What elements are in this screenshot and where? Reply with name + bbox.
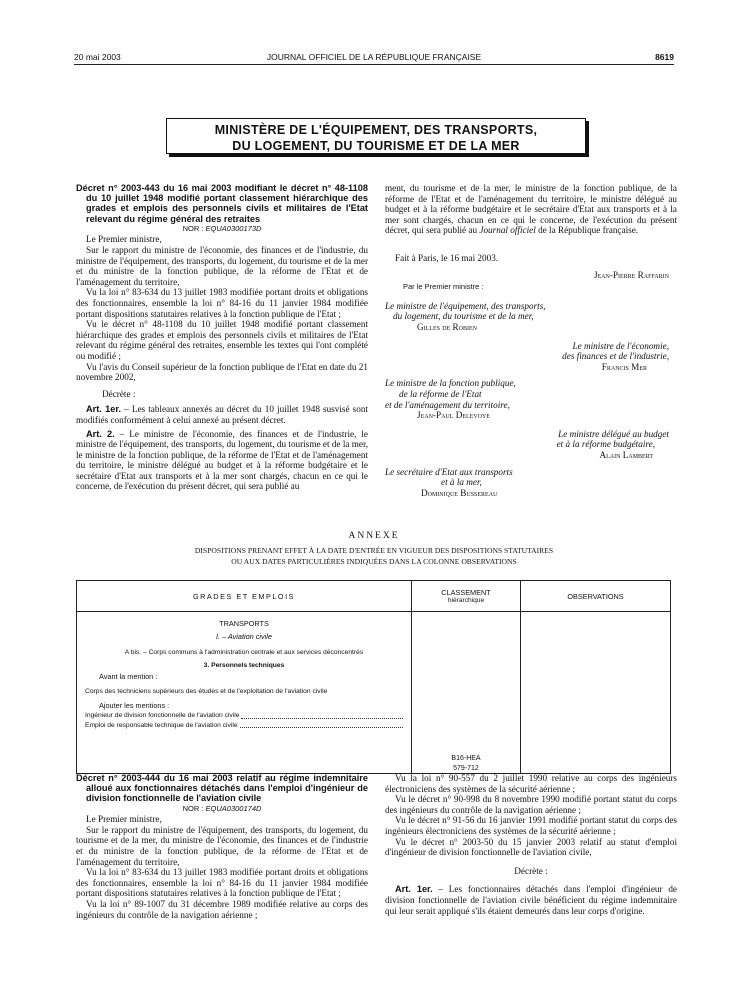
observations-cell xyxy=(521,612,671,774)
decree1-jo-ref: Journal officiel xyxy=(479,225,536,236)
decree2-title xyxy=(76,773,368,804)
annexe-subtitle-line2: OU AUX DATES PARTICULIÈRES INDIQUÉES DANS LA COLONNE OBSERVATIONS xyxy=(231,557,517,566)
decree1-decrete: Décrète : xyxy=(102,388,136,399)
table-header-row xyxy=(77,581,671,612)
leader-dots xyxy=(241,711,403,719)
signature-block-5 xyxy=(385,467,677,499)
decree2-para3: Vu la loi n° 83-634 du 13 juillet 1983 modifiée portant droits et obligations des fonctionnaires, ensemble la loi n° 84-16 du 11 janvier 1984 modifiée portant dispositions statutaires relatives à la fonction publique de l'Etat ; xyxy=(76,867,368,899)
row2-value: 579-712 xyxy=(453,764,479,772)
decree1-art2-label: Art. 2. xyxy=(86,428,115,439)
decree1-title-line1: Décret n° 2003-443 du 16 mai 2003 modifiant le décret xyxy=(76,183,319,193)
par-premier-ministre: Par le Premier ministre : xyxy=(403,282,484,292)
table-row xyxy=(85,711,403,721)
page-number: 8619 xyxy=(655,52,674,62)
signature-block-1 xyxy=(385,301,677,333)
annexe-title: ANNEXE xyxy=(348,531,400,541)
min1-name: Gilles de Robien xyxy=(417,321,478,332)
min5-name: Dominique Bussereau xyxy=(421,487,498,498)
decree1-nor xyxy=(76,224,368,235)
row2-label: Emploi de responsable technique de l'aviation civile xyxy=(85,721,238,729)
ajouter-mentions: Ajouter les mentions : xyxy=(99,700,170,710)
decree2-decrete: Décrète : xyxy=(514,865,548,876)
issue-date: 20 mai 2003 xyxy=(74,52,121,62)
decree1-art2-text: – Le ministre de l'économie, des finances et de l'industrie, le ministre de l'équipement, des transports, du logement, du tourisme et de la mer, le ministre de la fonction publique, de la réforme de l'Etat et de l'aménagement du territoire, le ministre délégué au budget et à la réforme budgétaire et le secrétaire d'Etat aux transports et à la mer sont chargés, chacun en ce qui le concerne, de l'exécution du présent décret, qui sera publié au xyxy=(76,428,368,492)
signature-block-3 xyxy=(385,378,677,420)
annexe-table xyxy=(76,580,671,774)
min4-name: Alain Lambert xyxy=(599,449,653,460)
min4-line1: Le ministre délégué au budget xyxy=(558,428,669,439)
grades-cell xyxy=(77,612,412,774)
section-personnels-techniques: 3. Personnels techniques xyxy=(203,661,285,669)
table-row xyxy=(85,721,403,731)
min2-name: Francis Mer xyxy=(601,361,647,372)
col-header-classement xyxy=(412,581,521,612)
decree2-para7: Vu le décret n° 91-56 du 16 janvier 1991 modifié portant statut du corps des ingénieurs électroniciens des systèmes de la sécurité aérienne ; xyxy=(385,815,677,836)
col-header-classement-line1: CLASSEMENT xyxy=(441,588,491,597)
avant-mention: Avant la mention : xyxy=(99,672,158,682)
decree2-para2: Sur le rapport du ministre de l'équipement, des transports, du logement, du tourisme et de la mer, du ministre de l'économie, des finances et de l'industrie et du ministre de la fonction publique, de la réforme de l'Etat et de l'aménagement du territoire, xyxy=(76,824,368,867)
decree2-para6: Vu le décret n° 90-998 du 8 novembre 1990 modifié portant statut du corps des ingénieurs du contrôle de la navigation aérienne ; xyxy=(385,794,677,815)
decree1-nor-label: NOR : xyxy=(182,223,204,233)
decree1-nor-code: EQUA0300173D xyxy=(205,223,262,233)
decree1-para5: Vu l'avis du Conseil supérieur de la fonction publique de l'Etat en date du 21 novembre 2002, xyxy=(76,361,368,383)
decree1-right-column xyxy=(385,183,677,498)
ministry-heading-line1: MINISTÈRE DE L'ÉQUIPEMENT, DES TRANSPORTS, xyxy=(214,123,538,137)
journal-title: JOURNAL OFFICIEL DE LA RÉPUBLIQUE FRANÇAISE xyxy=(266,52,482,62)
decree2-para5: Vu la loi n° 90-557 du 2 juillet 1990 relative au corps des ingénieurs électroniciens des systèmes de la sécurité aérienne ; xyxy=(385,773,677,794)
min3-name: Jean-Paul Delevoye xyxy=(417,410,490,421)
row1-label: Ingénieur de division fonctionnelle de l'aviation civile xyxy=(85,712,240,720)
decree1-para1: Le Premier ministre, xyxy=(86,234,162,245)
decree2-para8: Vu le décret n° 2003-50 du 15 janvier 2003 relatif au statut d'emploi d'ingénieur de division fonctionnelle de l'aviation civile, xyxy=(385,836,677,858)
decree2-para1: Le Premier ministre, xyxy=(86,814,162,825)
min5-line2: et à la mer, xyxy=(441,477,482,488)
decree2-nor xyxy=(76,804,368,815)
section-a-bis: A bis. – Corps communs à l'administration centrale et aux services déconcentrés xyxy=(124,648,364,656)
decree2-art1-text: – Les fonctionnaires détachés dans l'emploi d'ingénieur de division fonctionnelle de l'aviation civile bénéficient du régime indemnitaire qui leur serait appliqué s'ils étaient demeurés dans leur corps d'origine. xyxy=(385,884,677,916)
annexe-subtitle-line1: DISPOSITIONS PRENANT EFFET À LA DATE D'ENTRÉE EN VIGUEUR DES DISPOSITIONS STATUTAIRES xyxy=(194,546,554,555)
decree2-art1-label: Art. 1er. xyxy=(395,884,433,895)
table-body-row xyxy=(77,612,671,774)
min3-line1: Le ministre de la fonction publique, xyxy=(385,378,516,389)
decree1-art2-end: de la République française. xyxy=(535,225,639,236)
min3-line3: et de l'aménagement du territoire, xyxy=(385,399,510,410)
classement-cell xyxy=(412,612,521,774)
min2-line2: des finances et de l'industrie, xyxy=(562,351,669,362)
decree1-title-rest: n° 48-1108 du 10 juillet 1948 modifié portant classement hiérarchique des grades et emplois des personnels civils et militaires de l'Etat relevant du régime général des retraites xyxy=(86,183,368,224)
min1-line1: Le ministre de l'équipement, des transports, xyxy=(385,300,546,311)
decree2-nor-label: NOR : xyxy=(182,803,204,813)
decree1-para4: Vu le décret n° 48-1108 du 10 juillet 1948 modifié portant classement hiérarchique des grades et emplois des personnels civils et militaires de l'Etat relevant du régime général des retraites, ensemble les textes qui l'ont complété ou modifié ; xyxy=(76,319,368,361)
decree2-title-rest: indemnitaire alloué aux fonctionnaires détachés dans l'emploi d'ingénieur de division fonctionnelle de l'aviation civile xyxy=(86,773,368,804)
decree1-title xyxy=(76,183,368,224)
transports-heading: TRANSPORTS xyxy=(219,619,269,628)
decree2-nor-code: EQUA0300174D xyxy=(205,803,262,813)
row1-value: B16-HEA xyxy=(451,755,481,762)
decree2-right-column xyxy=(385,773,677,916)
header-rule xyxy=(74,64,674,65)
min3-line2: de la réforme de l'Etat xyxy=(399,388,482,399)
signature-block-2 xyxy=(385,341,677,373)
decree1-article2 xyxy=(76,429,368,493)
decree1-left-column xyxy=(76,183,368,492)
decree1-para3: Vu la loi n° 83-634 du 13 juillet 1983 modifiée portant droits et obligations des fonctionnaires, ensemble la loi n° 84-16 du 11 janvier 1984 modifiée portant dispositions statutaires relatives à la fonction publique de l'Etat ; xyxy=(76,287,368,319)
col-header-classement-line2: hiérarchique xyxy=(447,597,485,604)
ministry-heading-line2: DU LOGEMENT, DU TOURISME ET DE LA MER xyxy=(232,139,520,153)
min4-line2: et à la réforme budgétaire, xyxy=(556,439,655,450)
decree2-left-column xyxy=(76,773,368,920)
decree1-para2: Sur le rapport du ministre de l'économie, des finances et de l'industrie, du ministre de l'équipement, des transports, du logement, du tourisme et de la mer et du ministre de la fonction publique, de la réforme de l'Etat et de l'aménagement du territoire, xyxy=(76,245,368,287)
ministry-heading-box xyxy=(166,118,586,154)
signer-prime-minister: Jean-Pierre Raffarin xyxy=(593,269,669,280)
min1-line2: du logement, du tourisme et de la mer, xyxy=(393,311,534,322)
decree1-art2-continuation: ment, du tourisme et de la mer, le ministre de la fonction publique, de la réforme de l'Etat et de l'aménagement du territoire, le ministre délégué au budget et à la réforme budgétaire et le secrétaire d'Etat aux transports et à la mer sont chargés, chacun en ce qui le concerne, de l'exécution du présent décret, qui sera publié au Journal officiel de la République française. xyxy=(385,183,677,236)
decree2-para4: Vu la loi n° 89-1007 du 31 décembre 1989 modifiée relative au corps des ingénieurs du contrôle de la navigation aérienne ; xyxy=(76,898,368,920)
decree2-article1 xyxy=(385,884,677,916)
section-aviation-civile: I. – Aviation civile xyxy=(216,632,272,642)
min2-line1: Le ministre de l'économie, xyxy=(572,340,669,351)
signature-block-4 xyxy=(385,429,677,461)
decree1-fait: Fait à Paris, le 16 mai 2003. xyxy=(395,253,499,263)
decree1-art1-label: Art. 1er. xyxy=(86,404,122,415)
decree1-article1 xyxy=(76,404,368,425)
leader-dots xyxy=(240,721,403,729)
col-header-observations: OBSERVATIONS xyxy=(521,581,671,612)
corps-techniciens: Corps des techniciens supérieurs des études et de l'exploitation de l'aviation civile xyxy=(85,688,328,696)
decree1-art1-text: – Les tableaux annexés au décret du 10 juillet 1948 susvisé sont modifiés conformément à celui annexé au présent décret. xyxy=(76,404,368,425)
decree2-title-line1: Décret n° 2003-444 du 16 mai 2003 relatif au régime xyxy=(76,773,310,783)
min5-line1: Le secrétaire d'Etat aux transports xyxy=(385,466,513,477)
col-header-grades: GRADES ET EMPLOIS xyxy=(77,581,412,612)
